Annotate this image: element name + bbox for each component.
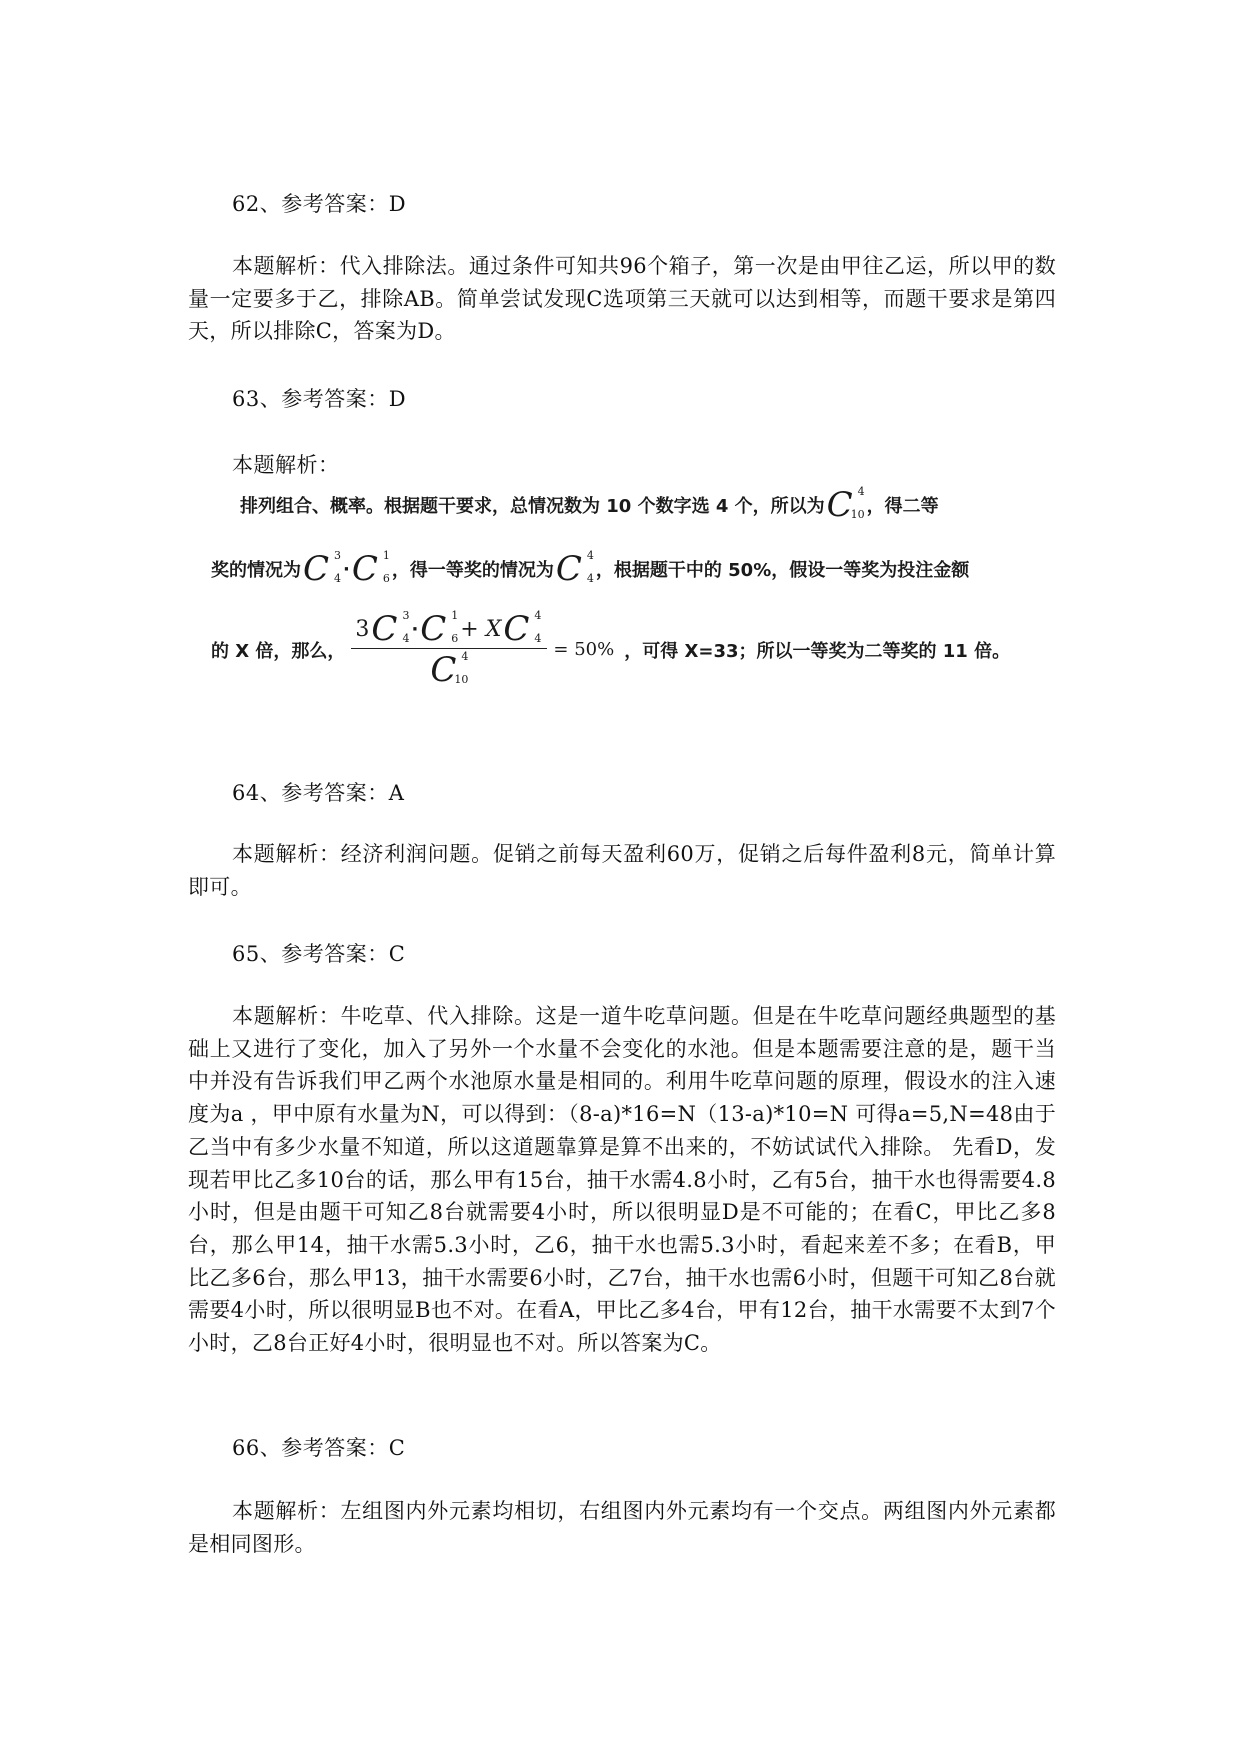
q62-answer: 62、参考答案：D — [232, 192, 407, 216]
q62-analysis: 本题解析：代入排除法。通过条件可知共96个箱子，第一次是由甲往乙运，所以甲的数量一定要多于乙，排除AB。简单尝试发现C选项第三天就可以达到相等，而题干要求是第四天，所以排除C，答案为D。 — [188, 254, 1056, 344]
q63-analysis-label: 本题解析： — [232, 453, 340, 477]
formula-fraction: 3 C 3 4 · C 1 6 + X C 4 4 C 4 10 — [351, 612, 547, 687]
q63-answer: 63、参考答案：D — [232, 387, 407, 411]
q64-analysis: 本题解析：经济利润问题。促销之前每天盈利60万，促销之后每件盈利8元，简单计算即可。 — [188, 842, 1056, 899]
comb-c-10-4: C 4 10 — [826, 485, 865, 525]
q64-answer: 64、参考答案：A — [232, 781, 405, 805]
q66-analysis: 本题解析：左组图内外元素均相切，右组图内外元素均有一个交点。两组图内外元素都是相同图形。 — [188, 1499, 1056, 1556]
q65-analysis: 本题解析：牛吃草、代入排除。这是一道牛吃草问题。但是在牛吃草问题经典题型的基础上又进行了变化，加入了另外一个水量不会变化的水池。但是本题需要注意的是，题干当中并没有告诉我们甲乙两个水池原水量是相同的。利用牛吃草问题的原理，假设水的注入速度为a ，甲中原有水量为N，可以得到：（8-a)*16=N（13-a)*10=N 可得a=5,N=48由于乙当中有多少水量不知道，所以这道题靠算是算不出来的，不妨试试代入排除。 先看D，发现若甲比乙多10台的话，那么甲有15台，抽干水需4.8小时，乙有5台，抽干水也得需要4.8小时，但是由题干可知乙8台就需要4小时，所以很明显D是不可能的；在看C，甲比乙多8台，那么甲14，抽干水需5.3小时，乙6，抽干水也需5.3小时，看起来差不多；在看B，甲比乙多6台，那么甲13，抽干水需要6小时，乙7台，抽干水也需6小时，但题干可知乙8台就需要4小时，所以很明显B也不对。在看A，甲比乙多4台，甲有12台，抽干水需要不太到7个小时，乙8台正好4小时，很明显也不对。所以答案为C。 — [188, 1004, 1056, 1356]
q66-answer: 66、参考答案：C — [232, 1436, 406, 1460]
comb-c-4-4: C 4 4 — [555, 549, 594, 589]
formula-line-3: 的 X 倍，那么， 3 C 3 4 · C 1 6 + X C 4 4 C 4 10 = 50% ，可得 X=33；所以一等奖为二等奖的 11 倍。 — [211, 609, 1011, 690]
comb-c-6-1: C 1 6 — [351, 549, 390, 589]
q65-answer: 65、参考答案：C — [232, 942, 406, 966]
formula-line-1: 排列组合、概率。根据题干要求，总情况数为 10 个数字选 4 个，所以为 C 4 10 ，得二等 — [240, 485, 939, 525]
formula-line-2: 奖的情况为 C 3 4 · C 1 6 ，得一等奖的情况为 C 4 4 ，根据题干中的 50%，假设一等奖为投注金额 — [211, 549, 970, 589]
comb-c-4-3: C 3 4 — [303, 549, 342, 589]
q63-formula-image — [205, 480, 1065, 690]
